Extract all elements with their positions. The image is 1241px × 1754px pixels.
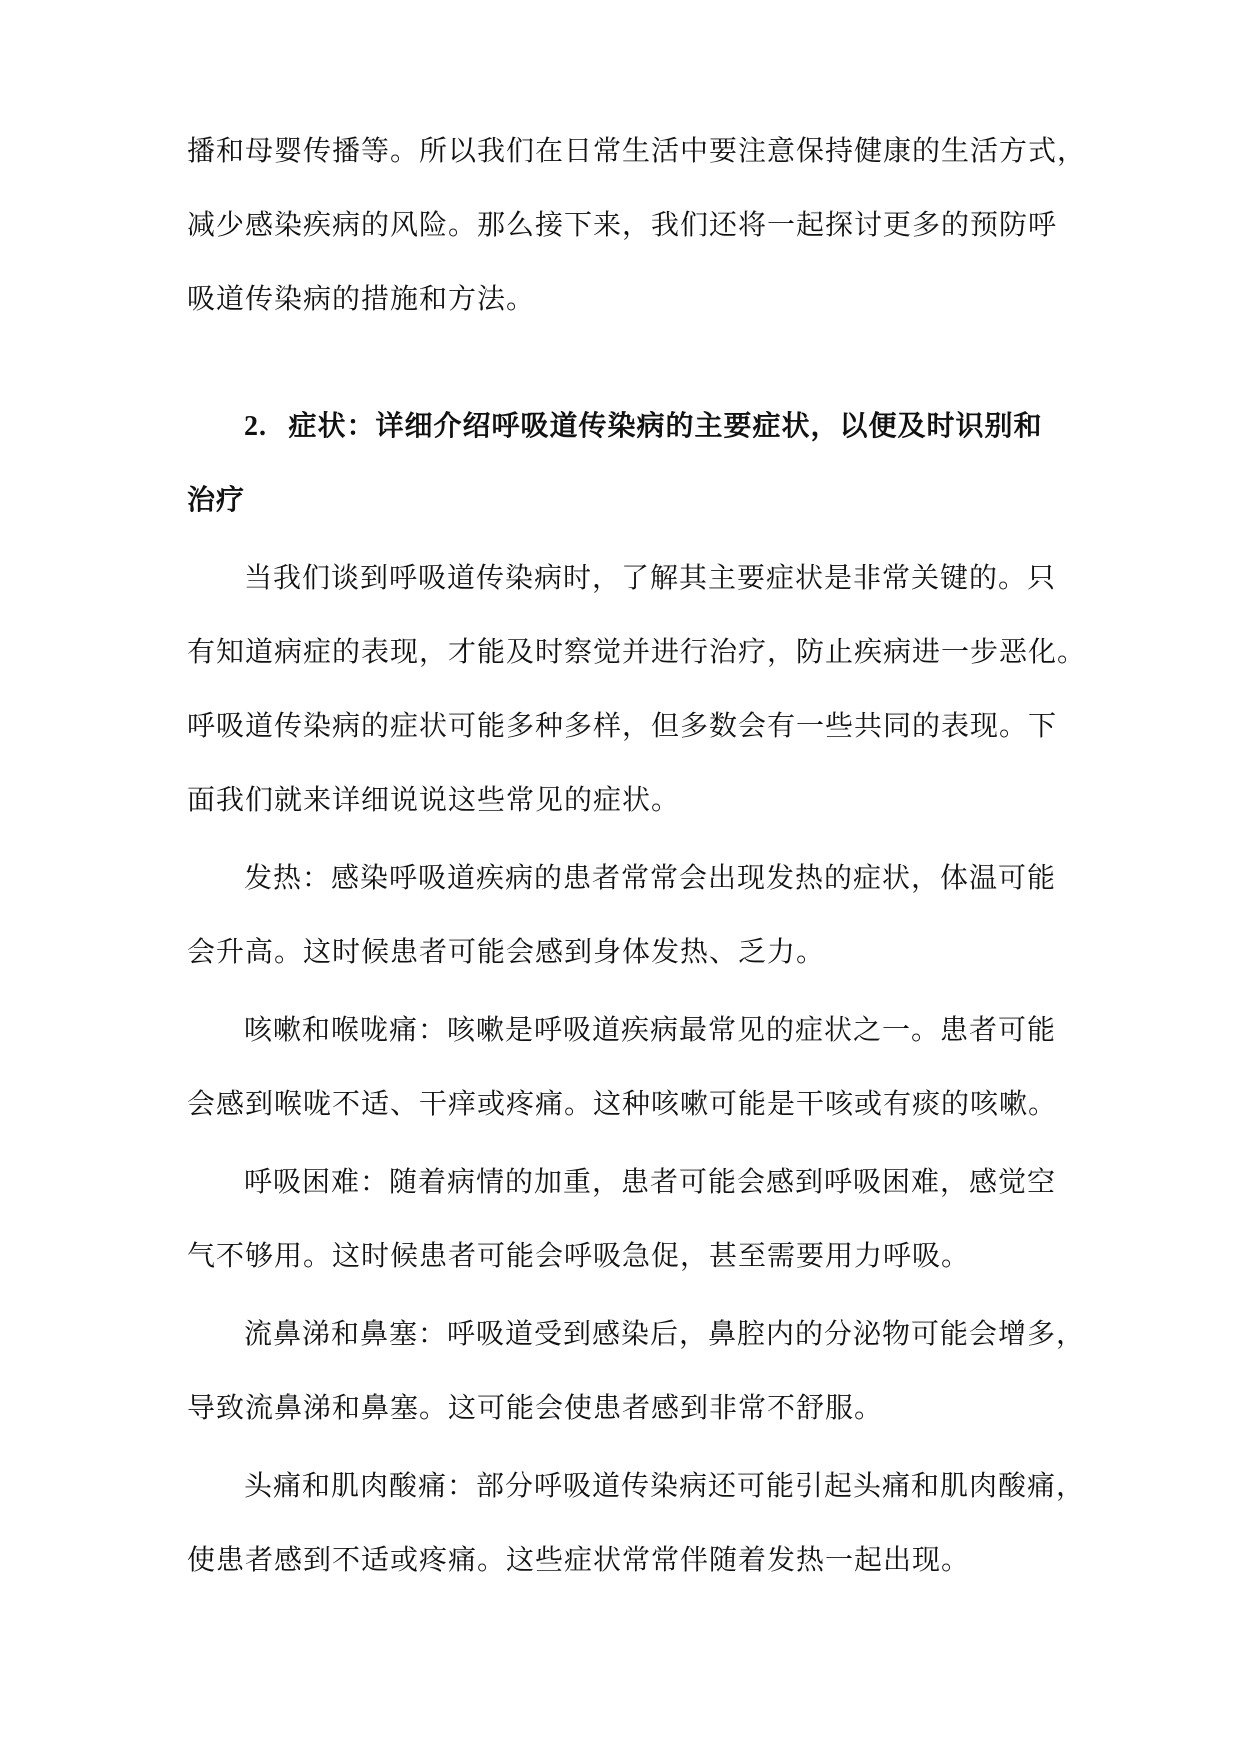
overview-line-4: 面我们就来详细说说这些常见的症状。	[187, 783, 681, 816]
fever-line-2: 会升高。这时候患者可能会感到身体发热、乏力。	[187, 935, 826, 968]
breathing-line-2: 气不够用。这时候患者可能会呼吸急促，甚至需要用力呼吸。	[187, 1239, 971, 1272]
section-heading	[244, 408, 1043, 445]
overview-line-3: 呼吸道传染病的症状可能多种多样，但多数会有一些共同的表现。下	[187, 709, 1058, 742]
overview-line-2: 有知道病症的表现，才能及时察觉并进行治疗，防止疾病进一步恶化。	[187, 635, 1087, 668]
cough-line-1: 咳嗽和喉咙痛：咳嗽是呼吸道疾病最常见的症状之一。患者可能	[244, 1013, 1057, 1046]
intro-line-2: 减少感染疾病的风险。那么接下来，我们还将一起探讨更多的预防呼	[187, 208, 1058, 241]
nose-line-1: 流鼻涕和鼻塞：呼吸道受到感染后，鼻腔内的分泌物可能会增多，	[244, 1317, 1086, 1350]
intro-line-1: 播和母婴传播等。所以我们在日常生活中要注意保持健康的生活方式，	[187, 134, 1087, 167]
nose-line-2: 导致流鼻涕和鼻塞。这可能会使患者感到非常不舒服。	[187, 1391, 884, 1424]
fever-line-1: 发热：感染呼吸道疾病的患者常常会出现发热的症状，体温可能	[244, 861, 1057, 894]
section-heading-text: 症状：详细介绍呼吸道传染病的主要症状，以便及时识别和	[288, 409, 1043, 442]
pain-line-2: 使患者感到不适或疼痛。这些症状常常伴随着发热一起出现。	[187, 1543, 971, 1576]
overview-line-1: 当我们谈到呼吸道传染病时，了解其主要症状是非常关键的。只	[244, 561, 1057, 594]
pain-line-1: 头痛和肌肉酸痛：部分呼吸道传染病还可能引起头痛和肌肉酸痛，	[244, 1469, 1086, 1502]
section-number: 2.	[244, 411, 267, 442]
intro-line-3: 吸道传染病的措施和方法。	[187, 282, 536, 315]
section-heading-continued: 治疗	[187, 483, 246, 516]
cough-line-2: 会感到喉咙不适、干痒或疼痛。这种咳嗽可能是干咳或有痰的咳嗽。	[187, 1087, 1058, 1120]
breathing-line-1: 呼吸困难：随着病情的加重，患者可能会感到呼吸困难，感觉空	[244, 1165, 1057, 1198]
